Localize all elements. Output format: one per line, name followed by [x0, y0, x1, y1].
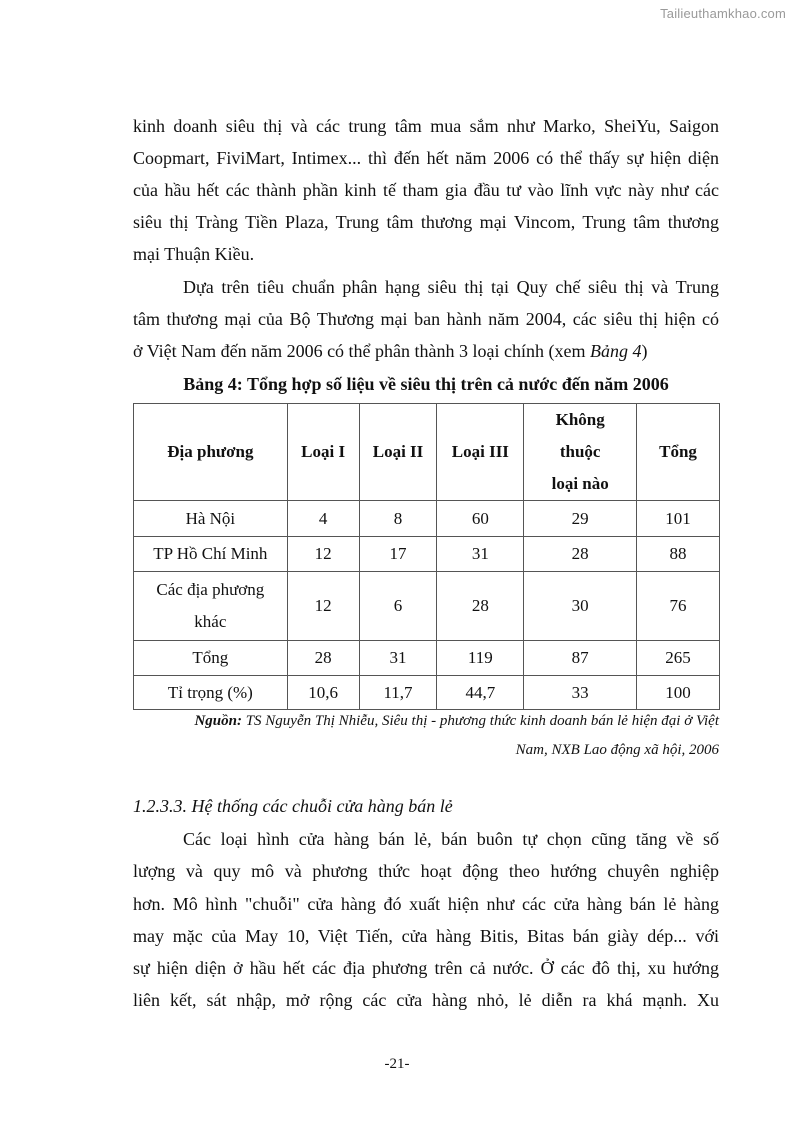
table-cell: 76	[637, 572, 720, 641]
header-line: thuộc	[559, 442, 601, 461]
header-cell: Loại I	[287, 404, 359, 501]
paragraph-3-line: liên kết, sát nhập, mở rộng các cửa hàng nhỏ, lẻ diễn ra khá mạnh. Xu	[133, 990, 719, 1010]
header-cell: Loại III	[437, 404, 524, 501]
table-cell: 88	[637, 537, 720, 572]
cell-line: khác	[194, 612, 227, 631]
table-row	[134, 676, 720, 710]
section-heading: 1.2.3.3. Hệ thống các chuỗi cửa hàng bán lẻ	[133, 796, 453, 816]
paragraph-3-line: lượng và quy mô và phương thức hoạt động theo hướng chuyên nghiệp	[133, 861, 719, 881]
table-reference: Bảng 4	[590, 341, 642, 361]
table-cell: Tỉ trọng (%)	[134, 676, 288, 710]
table-cell: 28	[287, 641, 359, 676]
table-cell: 6	[359, 572, 437, 641]
table-cell: 10,6	[287, 676, 359, 710]
paragraph-2-line	[133, 341, 719, 361]
paragraph-3-line: hơn. Mô hình "chuỗi" cửa hàng đó xuất hiện như các cửa hàng bán lẻ hàng	[133, 894, 719, 914]
table-cell: 265	[637, 641, 720, 676]
table-row	[134, 641, 720, 676]
paragraph-2-line: tâm thương mại của Bộ Thương mại ban hành năm 2004, các siêu thị hiện có	[133, 309, 719, 329]
table-cell: 44,7	[437, 676, 524, 710]
paragraph-1-line: siêu thị Tràng Tiền Plaza, Trung tâm thương mại Vincom, Trung tâm thương	[133, 212, 719, 232]
header-line: loại nào	[551, 474, 609, 493]
table-cell: 29	[524, 501, 637, 537]
table-source	[133, 711, 719, 731]
table-cell: 12	[287, 537, 359, 572]
table-cell: 11,7	[359, 676, 437, 710]
table-cell: 33	[524, 676, 637, 710]
header-line: Không	[555, 410, 605, 429]
table-header-row	[134, 404, 720, 501]
table-cell: 28	[437, 572, 524, 641]
header-cell: Địa phương	[134, 404, 288, 501]
table-cell: 12	[287, 572, 359, 641]
table-cell: 17	[359, 537, 437, 572]
table-cell: 100	[637, 676, 720, 710]
table-cell: Tổng	[134, 641, 288, 676]
paragraph-1-line: mại Thuận Kiều.	[133, 244, 255, 264]
paragraph-3-line: Các loại hình cửa hàng bán lẻ, bán buôn tự chọn cũng tăng về số	[183, 829, 719, 849]
watermark: Tailieuthamkhao.com	[660, 6, 786, 21]
table-cell: 28	[524, 537, 637, 572]
table-cell: 4	[287, 501, 359, 537]
table-cell: 60	[437, 501, 524, 537]
paragraph-2-text: ở Việt Nam đến năm 2006 có thể phân thành 3 loại chính (xem	[133, 341, 590, 361]
paragraph-1-line: Coopmart, FiviMart, Intimex... thì đến hết năm 2006 có thể thấy sự hiện diện	[133, 148, 719, 168]
paragraph-2-text: )	[641, 341, 648, 361]
table-cell	[134, 572, 288, 641]
source-text: TS Nguyễn Thị Nhiễu, Siêu thị - phương thức kinh doanh bán lẻ hiện đại ở Việt	[241, 713, 719, 729]
header-cell: Loại II	[359, 404, 437, 501]
table-row	[134, 537, 720, 572]
paragraph-1-line: kinh doanh siêu thị và các trung tâm mua sắm như Marko, SheiYu, Saigon	[133, 116, 719, 136]
table-cell: 31	[437, 537, 524, 572]
source-label: Nguồn:	[194, 713, 242, 729]
table-row	[134, 572, 720, 641]
table-row	[134, 501, 720, 537]
header-cell: Tổng	[637, 404, 720, 501]
header-cell	[524, 404, 637, 501]
paragraph-2-line: Dựa trên tiêu chuẩn phân hạng siêu thị tại Quy chế siêu thị và Trung	[183, 277, 719, 297]
data-table	[133, 403, 720, 710]
table-cell: 101	[637, 501, 720, 537]
paragraph-3-line: sự hiện diện ở hầu hết các địa phương trên cả nước. Ở các đô thị, xu hướng	[133, 958, 719, 978]
table-cell: 8	[359, 501, 437, 537]
page-number: -21-	[384, 1056, 410, 1072]
table-cell: 119	[437, 641, 524, 676]
table-cell: Hà Nội	[134, 501, 288, 537]
table-cell: 31	[359, 641, 437, 676]
paragraph-3-line: may mặc của May 10, Việt Tiến, cửa hàng Bitis, Bitas bán giày dép... với	[133, 926, 719, 946]
table-source-continued: Nam, NXB Lao động xã hội, 2006	[515, 742, 719, 758]
table-cell: TP Hồ Chí Minh	[134, 537, 288, 572]
table-cell: 30	[524, 572, 637, 641]
paragraph-1-line: của hầu hết các thành phần kinh tế tham gia đầu tư vào lĩnh vực này như các	[133, 180, 719, 200]
table-cell: 87	[524, 641, 637, 676]
table-caption: Bảng 4: Tổng hợp số liệu về siêu thị trên cả nước đến năm 2006	[183, 374, 669, 394]
cell-line: Các địa phương	[156, 580, 265, 599]
